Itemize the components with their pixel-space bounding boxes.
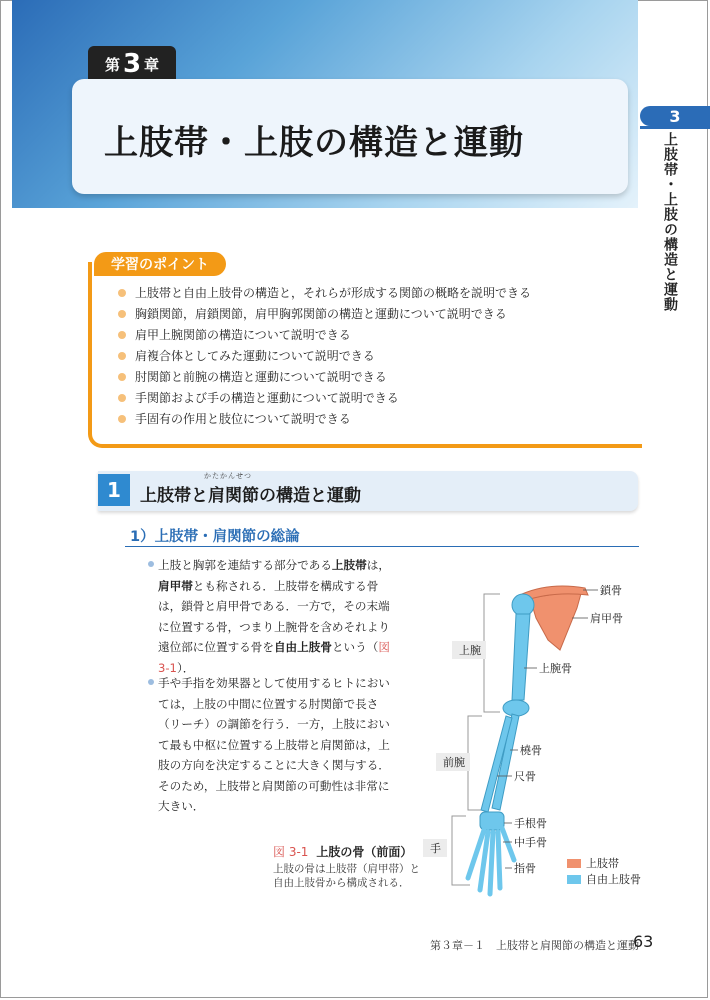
chapter-suffix: 章 bbox=[144, 55, 160, 74]
learning-point: 手関節および手の構造と運動について説明できる bbox=[118, 391, 531, 412]
term-upper-limb-girdle: 上肢帯 bbox=[331, 558, 367, 572]
elbow-shape bbox=[503, 700, 529, 716]
figure-caption-title bbox=[273, 843, 412, 860]
chapter-title-box bbox=[72, 79, 628, 194]
chapter-tab bbox=[88, 46, 176, 82]
page-number: 63 bbox=[633, 932, 654, 951]
upper-limb-skeleton-figure bbox=[420, 570, 650, 900]
bracket-forearm bbox=[468, 716, 486, 810]
para-text: とも称される．上肢帯を構成する骨は，鎖骨と肩甲骨である．一方で，その末端に位置する骨，つまり上腕骨を含めそれより遠位部に位置する骨を bbox=[158, 578, 390, 654]
figure-title: 上肢の骨（前面） bbox=[316, 845, 413, 859]
label-carpals: 手根骨 bbox=[514, 817, 547, 830]
label-radius: 橈骨 bbox=[520, 744, 542, 757]
legend-item bbox=[567, 871, 641, 887]
section-title: 上肢帯と肩関節の構造と運動 bbox=[140, 486, 361, 506]
term-free-upper-limb: 自由上肢骨 bbox=[273, 640, 332, 654]
para-text: ）． bbox=[176, 660, 195, 675]
paragraph-2 bbox=[158, 673, 398, 817]
label-scapula: 肩甲骨 bbox=[590, 612, 623, 625]
legend-label: 自由上肢骨 bbox=[586, 873, 641, 886]
section-ruby: かたかんせつ bbox=[204, 472, 252, 480]
footer-chapter-ref: 第３章－１ 上肢帯と肩関節の構造と運動 bbox=[430, 939, 639, 952]
legend-item bbox=[567, 855, 619, 871]
learning-point: 胸鎖関節，肩鎖関節，肩甲胸郭関節の構造と運動について説明できる bbox=[118, 307, 531, 328]
learning-point: 肩複合体としてみた運動について説明できる bbox=[118, 349, 531, 370]
paragraph-1 bbox=[158, 555, 398, 678]
para-text: は， bbox=[366, 558, 390, 572]
term-shoulder-girdle: 肩甲帯 bbox=[158, 578, 193, 593]
para-text: 上肢と胸郭を連結する部分である bbox=[158, 558, 332, 572]
chapter-number: 3 bbox=[122, 49, 142, 79]
figure-label: 図 3-1 bbox=[273, 845, 309, 859]
learning-points-label: 学習のポイント bbox=[94, 252, 226, 276]
bracket-upper-arm bbox=[484, 594, 500, 712]
figure-caption-description: 上肢の骨は上肢帯（肩甲帯）と自由上肢骨から構成される． bbox=[273, 863, 420, 889]
chapter-title: 上肢帯・上肢の構造と運動 bbox=[104, 123, 524, 163]
learning-point: 手固有の作用と肢位について説明できる bbox=[118, 412, 531, 433]
legend-swatch bbox=[567, 875, 581, 884]
label-hand: 手 bbox=[430, 842, 441, 855]
bullet-dot bbox=[148, 679, 154, 685]
label-humerus: 上腕骨 bbox=[539, 662, 572, 675]
side-tab-text: 上肢帯・上肢の構造と運動 bbox=[662, 132, 678, 312]
bullet-dot bbox=[148, 561, 154, 567]
figure-reference-link[interactable]: 図 3-1 bbox=[158, 640, 390, 675]
humerus-head bbox=[512, 594, 534, 616]
subsection-rule bbox=[125, 546, 639, 547]
learning-point: 肩甲上腕関節の構造について説明できる bbox=[118, 328, 531, 349]
label-forearm: 前腕 bbox=[443, 756, 465, 769]
side-tab-line bbox=[640, 126, 710, 129]
label-ulna: 尺骨 bbox=[514, 770, 536, 783]
finger-bones bbox=[468, 828, 514, 894]
label-phalanges: 指骨 bbox=[514, 862, 536, 875]
subsection-title: 1）上肢帯・肩関節の総論 bbox=[130, 529, 300, 545]
legend-label: 上肢帯 bbox=[586, 857, 619, 870]
scapula-shape bbox=[530, 590, 582, 650]
para-text: という（ bbox=[331, 640, 379, 654]
label-metacarpals: 中手骨 bbox=[514, 836, 547, 849]
legend-swatch bbox=[567, 859, 581, 868]
learning-points-list bbox=[118, 286, 531, 433]
label-clavicle: 鎖骨 bbox=[600, 584, 622, 597]
learning-point: 肘関節と前腕の構造と運動について説明できる bbox=[118, 370, 531, 391]
label-upper-arm: 上腕 bbox=[459, 644, 481, 657]
learning-point: 上肢帯と自由上肢骨の構造と，それらが形成する関節の概略を説明できる bbox=[118, 286, 531, 307]
section-number: 1 bbox=[98, 474, 130, 506]
para-text: 手や手指を効果器として使用するヒトにおいては，上肢の中間に位置する肘関節で長さ（リーチ）の調節を行う．一方，上肢において最も中枢に位置する上肢帯と肩関節は，上肢の方向を決定することに大きく関与する．そのため，上肢帯と肩関節の可動性は非常に大きい． bbox=[158, 676, 390, 813]
side-tab-number: 3 bbox=[640, 106, 710, 126]
chapter-prefix: 第 bbox=[104, 55, 120, 74]
humerus-shape bbox=[512, 614, 530, 700]
